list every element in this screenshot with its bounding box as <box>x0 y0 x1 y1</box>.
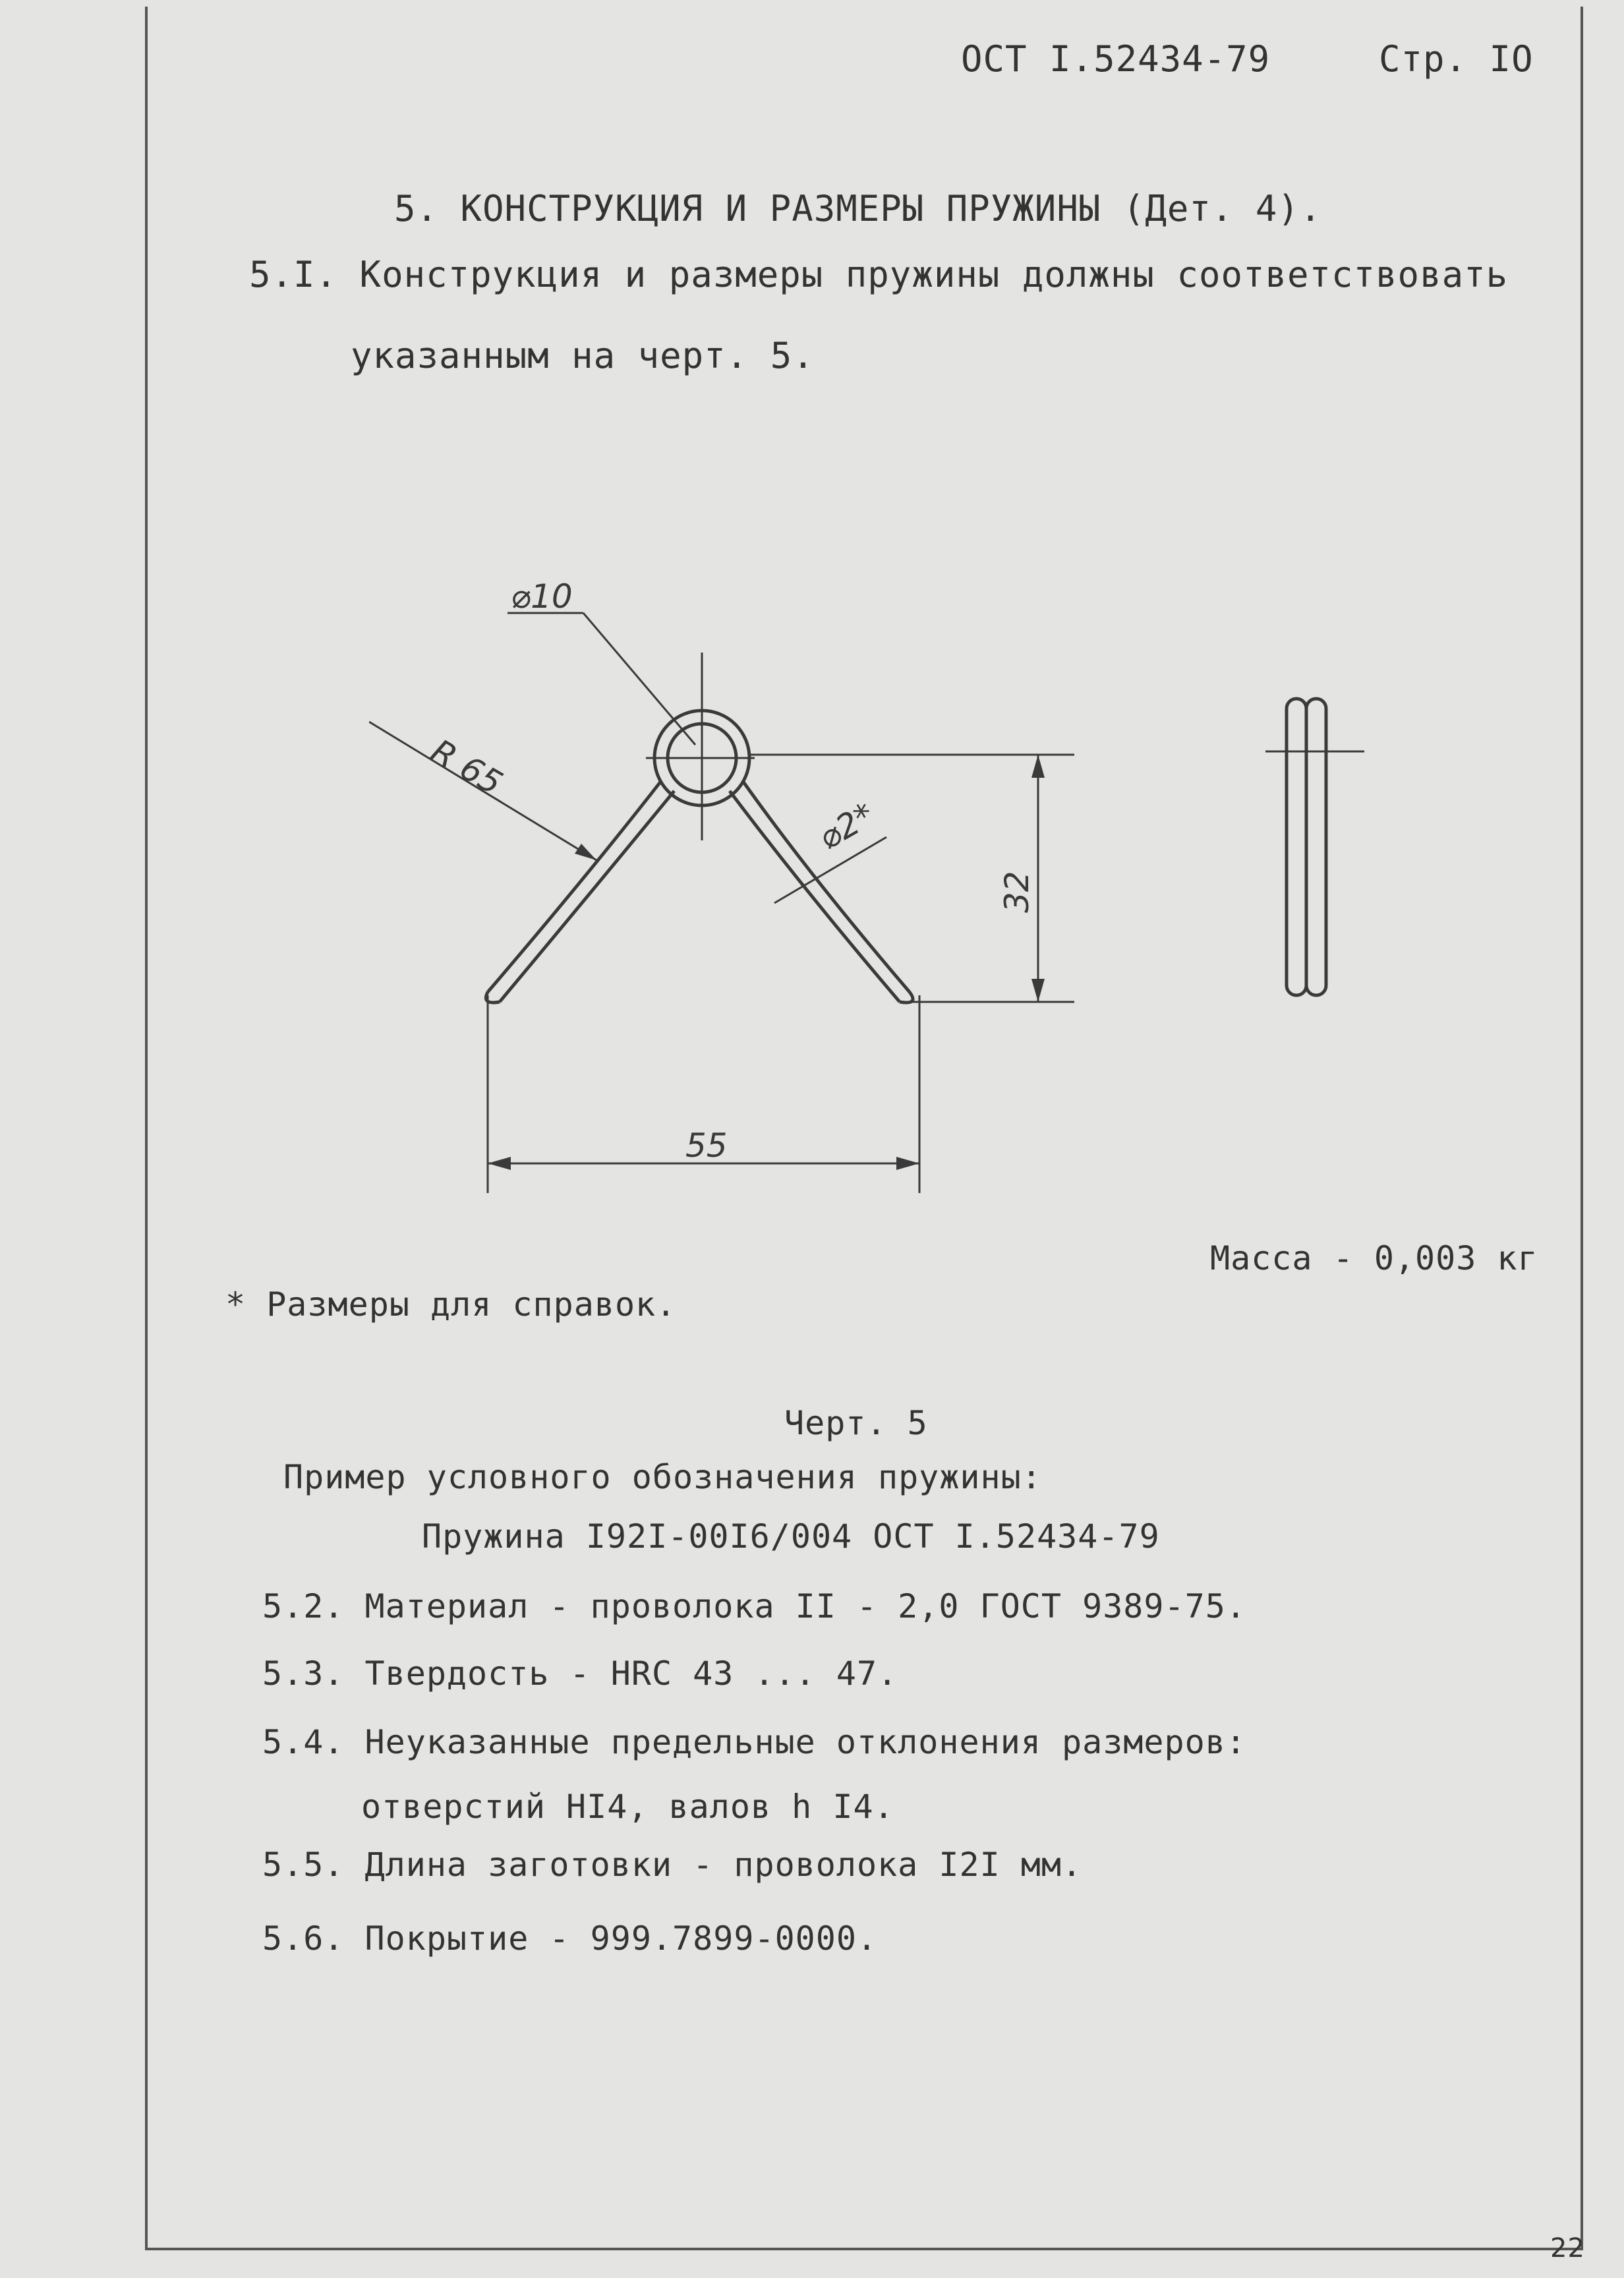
example-designation: Пружина I92I-00I6/004 ОСТ I.52434-79 <box>422 1517 1160 1556</box>
side-view-coil-1 <box>1287 699 1306 995</box>
dim-radius-label: R 65 <box>424 732 509 803</box>
doc-code: ОСТ I.52434-79 <box>961 38 1271 80</box>
paragraph-5-1-line1: 5.I. Конструкция и размеры пружины должны соответствовать <box>249 254 1509 295</box>
paragraph-5-4-line2: отверстий HI4, валов h I4. <box>361 1788 894 1826</box>
figure-caption: Черт. 5 <box>784 1404 928 1442</box>
dim-width-label: 55 <box>685 1126 728 1165</box>
spring-left-leg-outer <box>488 781 661 992</box>
example-title: Пример условного обозначения пружины: <box>283 1458 1042 1496</box>
page-number: 22 <box>1550 2233 1585 2263</box>
spring-left-leg-inner <box>500 791 674 1002</box>
page-label: Стр. IO <box>1379 38 1534 80</box>
dim-height-label: 32 <box>998 871 1036 913</box>
paragraph-5-4-line1: 5.4. Неуказанные предельные отклонения размеров: <box>262 1723 1246 1761</box>
footnote: * Размеры для справок. <box>225 1285 677 1324</box>
paragraph-5-5: 5.5. Длина заготовки - проволока I2I мм. <box>262 1846 1083 1884</box>
mass: Масса - 0,003 кг <box>1210 1239 1538 1277</box>
section-title: 5. КОНСТРУКЦИЯ И РАЗМЕРЫ ПРУЖИНЫ (Дет. 4). <box>394 188 1322 229</box>
paragraph-5-6: 5.6. Покрытие - 999.7899-0000. <box>262 1919 878 1958</box>
dim-wire-label: ⌀2* <box>812 795 881 858</box>
paragraph-5-1-line2: указанным на черт. 5. <box>351 335 815 376</box>
spring-right-leg-outer <box>743 781 910 992</box>
spring-drawing <box>369 567 1397 1219</box>
paragraph-5-2: 5.2. Материал - проволока II - 2,0 ГОСТ 9389-75. <box>262 1587 1246 1625</box>
dim-diameter-label: ⌀10 <box>511 577 573 616</box>
side-view-coil-2 <box>1306 699 1326 995</box>
paragraph-5-3: 5.3. Твердость - HRC 43 ... 47. <box>262 1654 898 1693</box>
